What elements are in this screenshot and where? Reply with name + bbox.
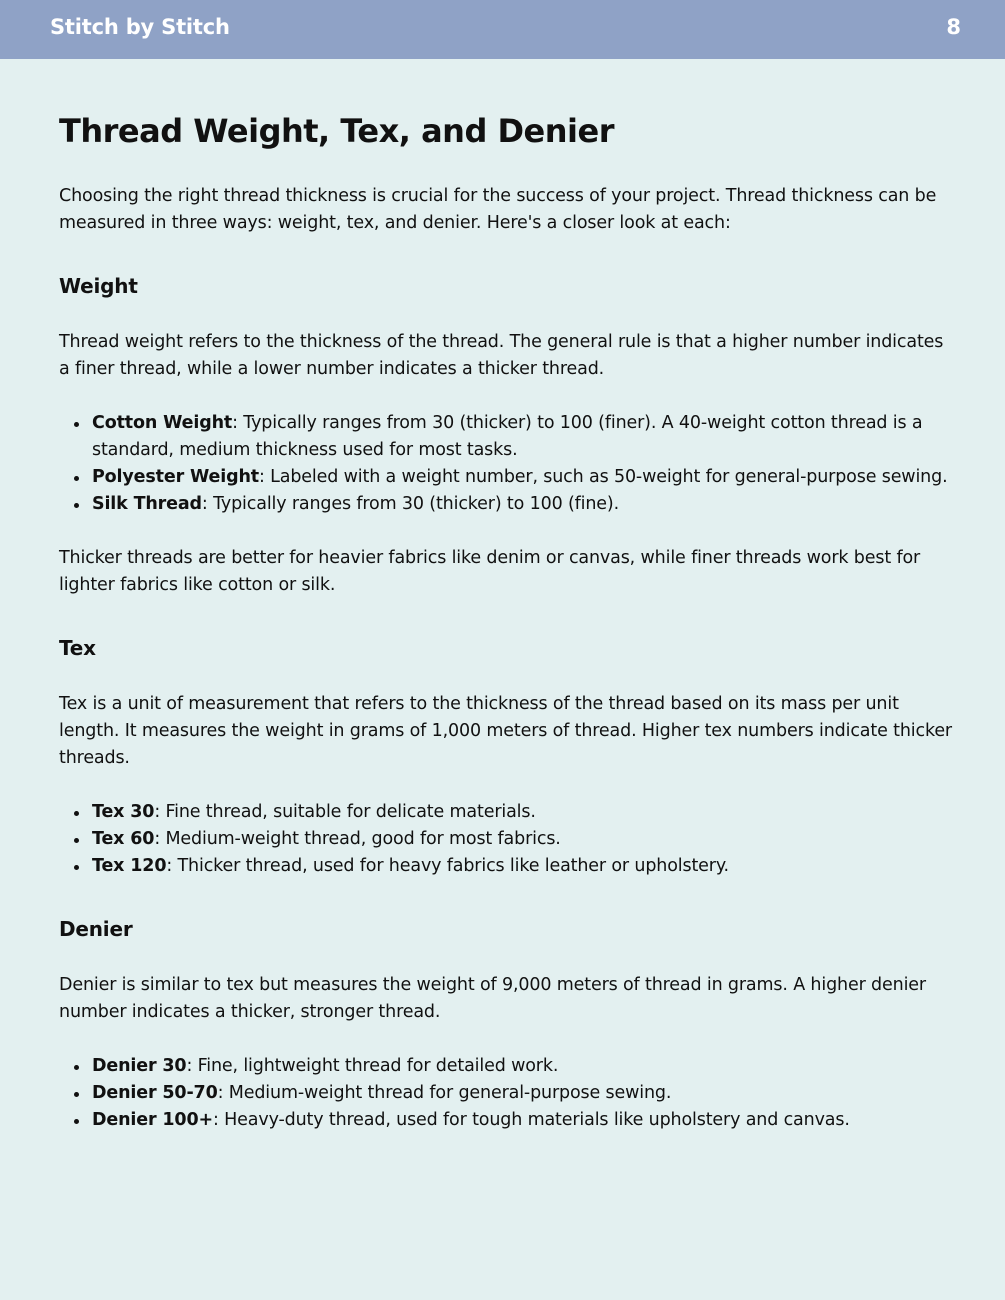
weight-description: Thread weight refers to the thickness of the thread. The general rule is that a higher number indicates a finer thread, while a lower number indicates a thicker thread. [59, 332, 944, 379]
list-item-term: Denier 50-70 [92, 1083, 218, 1103]
list-item-term: Cotton Weight [92, 413, 233, 433]
list-item [92, 1053, 954, 1080]
list-item-text: : Typically ranges from 30 (thicker) to 100 (finer). A 40-weight cotton thread is a standard, medium thickness used for most tasks. [92, 413, 923, 460]
list-item [92, 1107, 954, 1134]
section-denier [59, 915, 954, 1134]
list-item-text: : Heavy-duty thread, used for tough materials like upholstery and canvas. [213, 1110, 850, 1130]
list-item [92, 853, 954, 880]
page-title: Thread Weight, Tex, and Denier [59, 112, 614, 150]
list-item [92, 826, 954, 853]
brand-title: Stitch by Stitch [50, 15, 230, 39]
denier-description: Denier is similar to tex but measures the weight of 9,000 meters of thread in grams. A higher denier number indicates a thicker, stronger thread. [59, 975, 926, 1022]
list-item-text: : Fine thread, suitable for delicate materials. [154, 802, 536, 822]
list-item-text: : Labeled with a weight number, such as 50-weight for general-purpose sewing. [259, 467, 948, 487]
list-item-text: : Typically ranges from 30 (thicker) to 100 (fine). [201, 494, 620, 514]
list-item [92, 491, 954, 518]
list-item [92, 410, 954, 464]
list-item-term: Tex 120 [92, 856, 167, 876]
section-heading-weight: Weight [59, 274, 138, 298]
list-item-text: : Fine, lightweight thread for detailed work. [186, 1056, 559, 1076]
intro-paragraph: Choosing the right thread thickness is crucial for the success of your project. Thread thickness can be measured in three ways: weight, tex, and denier. Here's a closer look at each: [59, 186, 937, 233]
section-tex [59, 634, 954, 880]
list-item-text: : Medium-weight thread, good for most fabrics. [154, 829, 561, 849]
list-item-text: : Medium-weight thread for general-purpose sewing. [217, 1083, 672, 1103]
section-heading-tex: Tex [59, 636, 96, 660]
section-weight [59, 272, 954, 599]
weight-note: Thicker threads are better for heavier fabrics like denim or canvas, while finer threads work best for lighter fabrics like cotton or silk. [59, 548, 921, 595]
list-item [92, 464, 954, 491]
list-item [92, 799, 954, 826]
list-item-term: Denier 30 [92, 1056, 187, 1076]
page-number: 8 [946, 15, 961, 39]
tex-description: Tex is a unit of measurement that refers to the thickness of the thread based on its mass per unit length. It measures the weight in grams of 1,000 meters of thread. Higher tex numbers indicate thicker threads. [59, 694, 952, 768]
list-item-term: Tex 60 [92, 829, 155, 849]
section-heading-denier: Denier [59, 917, 133, 941]
list-item-term: Denier 100+ [92, 1110, 213, 1130]
denier-list [59, 1053, 954, 1134]
list-item [92, 1080, 954, 1107]
page-content [59, 108, 954, 1134]
list-item-term: Tex 30 [92, 802, 155, 822]
list-item-text: : Thicker thread, used for heavy fabrics like leather or upholstery. [166, 856, 729, 876]
list-item-term: Silk Thread [92, 494, 202, 514]
list-item-term: Polyester Weight [92, 467, 259, 487]
page-header [0, 0, 1005, 59]
tex-list [59, 799, 954, 880]
weight-list [59, 410, 954, 518]
